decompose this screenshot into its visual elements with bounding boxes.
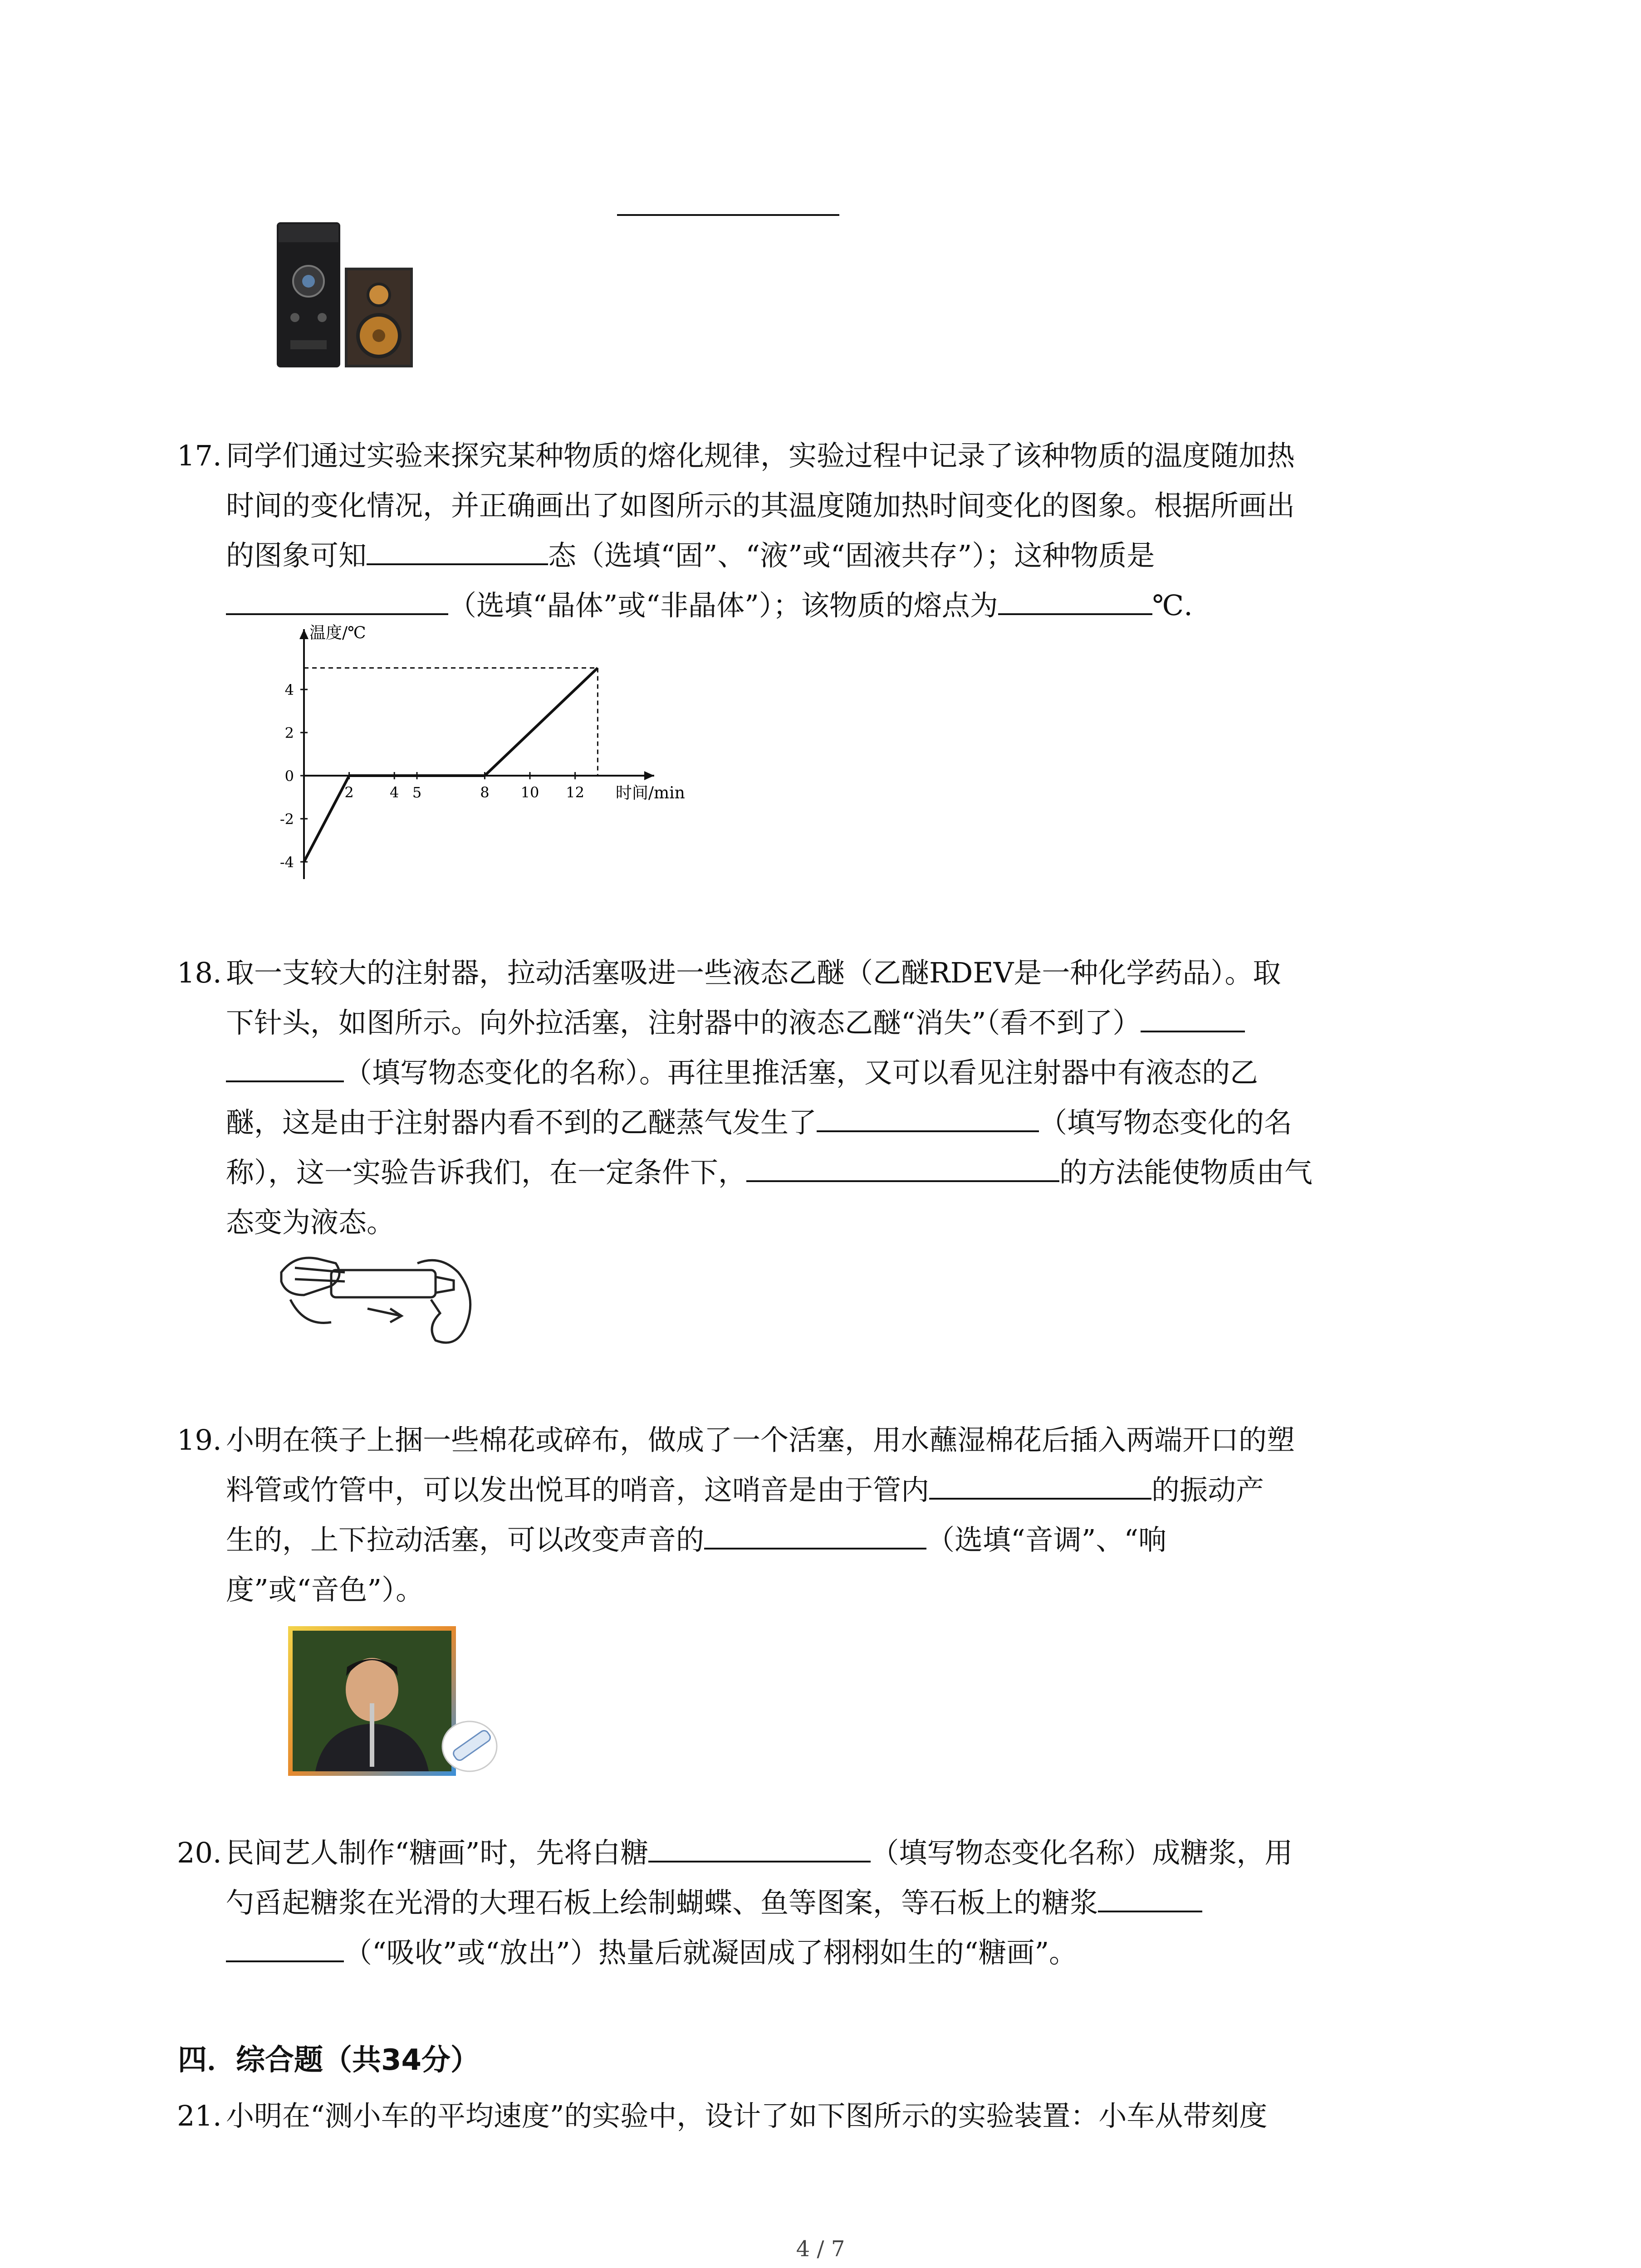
y-tick-label: -4 xyxy=(279,854,294,871)
question-text: （“吸收”或“放出”）热量后就凝固成了栩栩如生的“糖画”。 xyxy=(344,1936,1078,1969)
question-21 xyxy=(177,2091,1451,2141)
question-text: 同学们通过实验来探究某种物质的熔化规律，实验过程中记录了该种物质的温度随加热 xyxy=(226,439,1295,472)
question-17 xyxy=(177,431,1451,631)
x-tick-label: 12 xyxy=(566,784,584,801)
y-axis-label: 温度/℃ xyxy=(309,624,366,642)
question-20 xyxy=(177,1828,1451,1978)
question-19 xyxy=(177,1415,1451,1615)
syringe-image xyxy=(277,1245,495,1363)
question-text: 的振动产 xyxy=(1151,1473,1264,1506)
x-axis-label: 时间/min xyxy=(615,784,685,802)
y-tick-label: 2 xyxy=(284,724,294,742)
answer-blank[interactable] xyxy=(648,1834,871,1862)
question-text: 的图象可知 xyxy=(226,539,367,572)
answer-blank[interactable] xyxy=(367,537,548,565)
question-number: 17. xyxy=(177,439,222,472)
question-text: 态变为液态。 xyxy=(226,1206,395,1239)
x-tick-label: 5 xyxy=(412,784,422,801)
question-text: 勺舀起糖浆在光滑的大理石板上绘制蝴蝶、鱼等图案，等石板上的糖浆 xyxy=(226,1886,1098,1919)
boy-photo xyxy=(288,1626,501,1776)
x-axis-arrow xyxy=(644,771,654,780)
question-18 xyxy=(177,948,1451,1247)
answer-blank[interactable] xyxy=(1141,1004,1245,1032)
y-axis-arrow xyxy=(299,629,309,639)
question-number: 20. xyxy=(177,1836,222,1869)
question-text: ℃. xyxy=(1152,589,1193,622)
answer-blank[interactable] xyxy=(1098,1884,1202,1912)
question-text: 小明在筷子上捆一些棉花或碎布，做成了一个活塞，用水蘸湿棉花后插入两端开口的塑 xyxy=(226,1423,1295,1457)
answer-blank[interactable] xyxy=(746,1154,1059,1182)
y-tick-label: -2 xyxy=(279,811,294,828)
question-number: 19. xyxy=(177,1423,222,1457)
question-text: 时间的变化情况，并正确画出了如图所示的其温度随加热时间变化的图象。根据所画出 xyxy=(226,489,1295,522)
speaker-image xyxy=(272,213,422,376)
question-text: 生的，上下拉动活塞，可以改变声音的 xyxy=(226,1523,705,1556)
question-number: 21. xyxy=(177,2099,222,2132)
question-text: 的方法能使物质由气 xyxy=(1059,1156,1313,1189)
question-number: 18. xyxy=(177,956,222,989)
y-tick-label: 4 xyxy=(284,681,294,699)
x-tick-label: 2 xyxy=(344,784,354,801)
answer-blank[interactable] xyxy=(929,1471,1151,1500)
answer-blank[interactable] xyxy=(817,1104,1039,1132)
page-number: 4 / 7 xyxy=(796,2236,845,2262)
answer-blank[interactable] xyxy=(704,1521,926,1549)
section-heading: 四．综合题（共34分） xyxy=(178,2043,480,2077)
x-tick-label: 8 xyxy=(480,784,490,801)
answer-blank[interactable] xyxy=(617,214,839,216)
question-text: 下针头，如图所示。向外拉活塞，注射器中的液态乙醚“消失”（看不到了） xyxy=(226,1006,1141,1039)
question-text: 小明在“测小车的平均速度”的实验中，设计了如下图所示的实验装置：小车从带刻度 xyxy=(226,2099,1268,2132)
question-text: 料管或竹管中，可以发出悦耳的哨音，这哨音是由于管内 xyxy=(226,1473,930,1506)
question-text: （填写物态变化名称）成糖浆，用 xyxy=(871,1836,1293,1869)
question-text: 取一支较大的注射器，拉动活塞吸进一些液态乙醚（乙醚RDEV是一种化学药品）。取 xyxy=(226,956,1281,989)
question-text: （填写物态变化的名 xyxy=(1039,1106,1293,1139)
melting-graph xyxy=(254,624,717,891)
x-tick-label: 10 xyxy=(520,784,539,801)
y-tick-label: 0 xyxy=(284,767,294,785)
answer-blank[interactable] xyxy=(998,587,1152,615)
question-text: （选填“音调”、“响 xyxy=(926,1523,1167,1556)
question-text: 民间艺人制作“糖画”时，先将白糖 xyxy=(226,1836,649,1869)
temperature-line xyxy=(304,668,598,862)
question-text: （填写物态变化的名称）。再往里推活塞，又可以看见注射器中有液态的乙 xyxy=(344,1056,1259,1089)
question-text: 态（选填“固”、“液”或“固液共存”）；这种物质是 xyxy=(548,539,1155,572)
question-text: 称），这一实验告诉我们，在一定条件下， xyxy=(226,1156,747,1189)
question-text: 醚，这是由于注射器内看不到的乙醚蒸气发生了 xyxy=(226,1106,817,1139)
answer-blank[interactable] xyxy=(226,1054,344,1082)
answer-blank[interactable] xyxy=(226,587,448,615)
answer-blank[interactable] xyxy=(226,1934,344,1962)
x-tick-label: 4 xyxy=(390,784,399,801)
question-text: 度”或“音色”）。 xyxy=(226,1573,424,1606)
question-text: （选填“晶体”或“非晶体”）；该物质的熔点为 xyxy=(448,589,998,622)
